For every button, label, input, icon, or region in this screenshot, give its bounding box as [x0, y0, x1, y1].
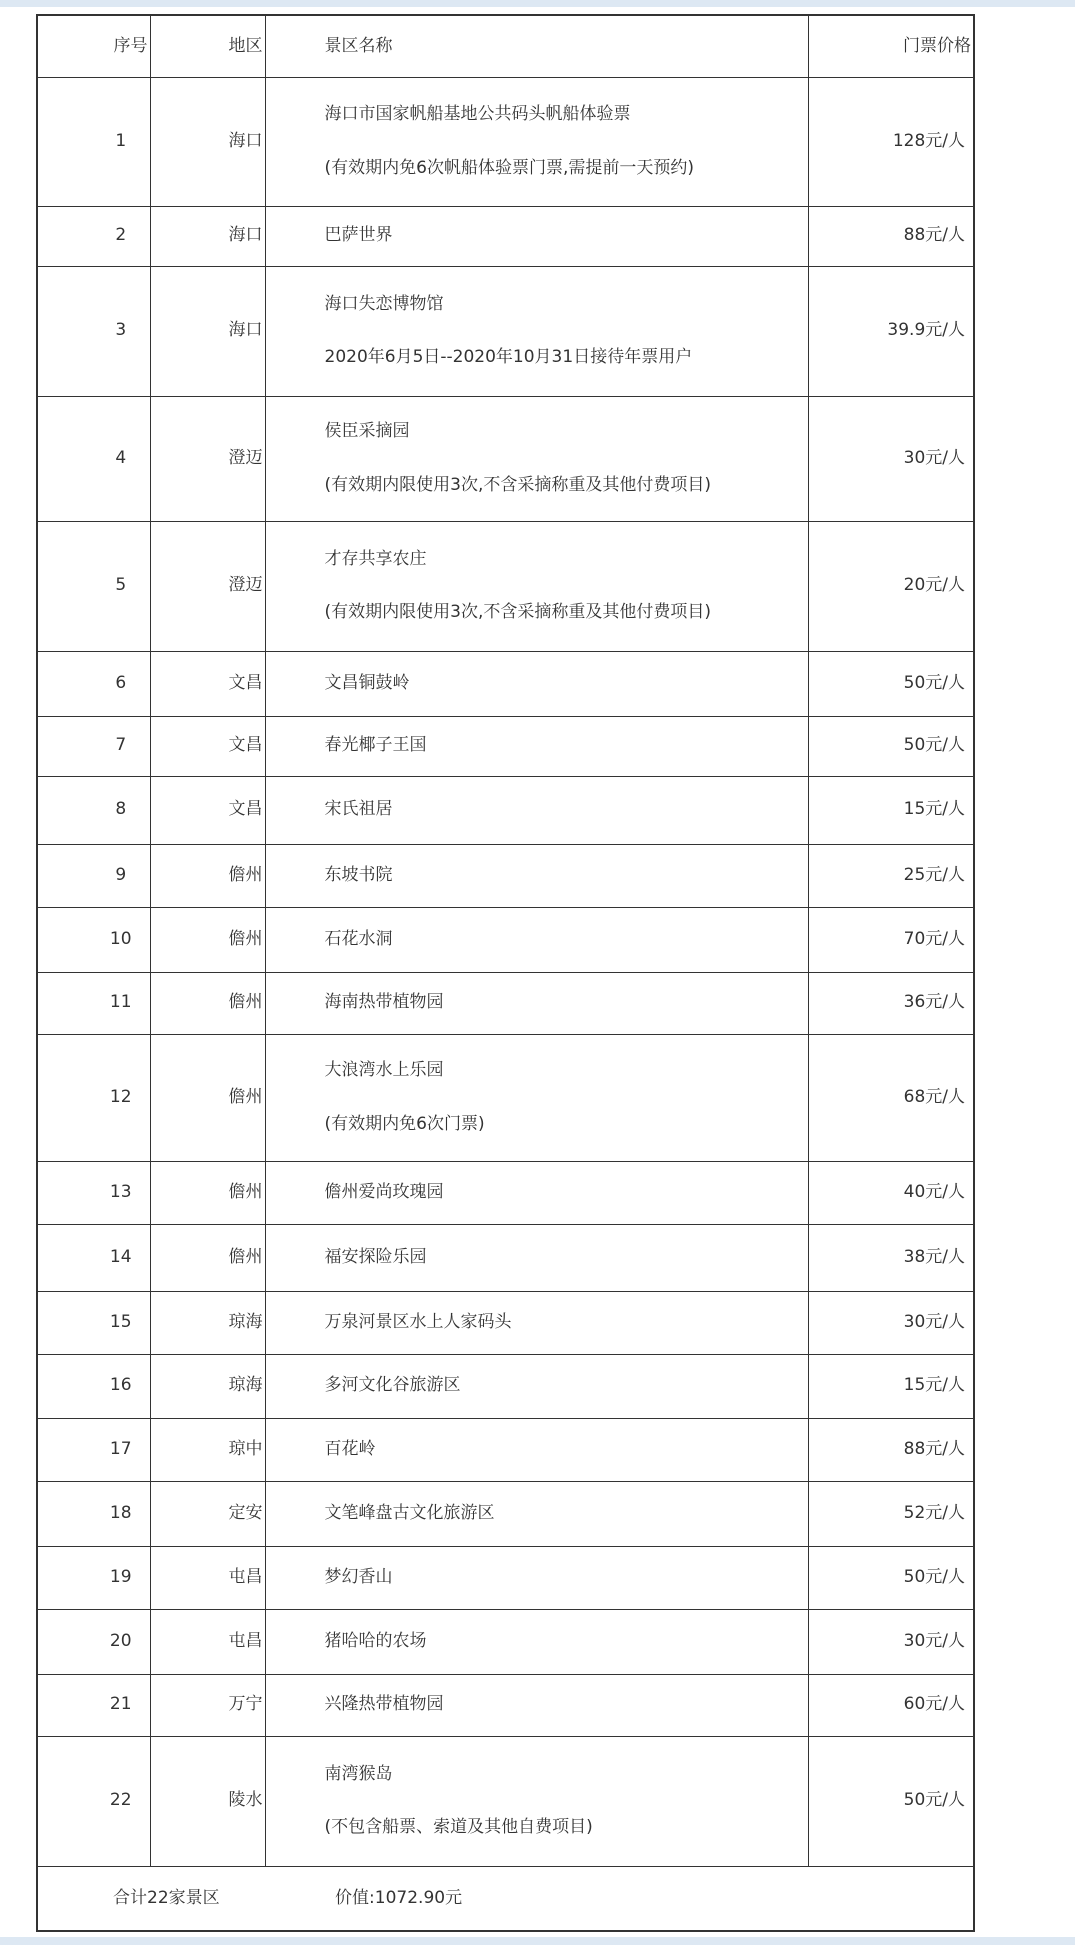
ticket-price-cell: 50元/人	[808, 651, 974, 716]
header-ticket-price: 门票价格	[808, 15, 974, 77]
scenic-name: 文笔峰盘古文化旅游区	[324, 1502, 495, 1523]
ticket-price-cell: 30元/人	[808, 1609, 974, 1674]
header-region: 地区	[150, 15, 265, 77]
region-cell: 文昌	[150, 776, 265, 844]
table-row	[37, 651, 974, 716]
region-cell: 琼中	[150, 1418, 265, 1481]
ticket-price-cell: 50元/人	[808, 1736, 974, 1866]
table-row	[37, 77, 974, 206]
table-row	[37, 521, 974, 651]
scenic-name-cell	[265, 1736, 808, 1866]
header-row	[37, 15, 974, 77]
scenic-name-cell	[265, 1418, 808, 1481]
serial-number-cell: 22	[37, 1736, 150, 1866]
table-row	[37, 1736, 974, 1866]
scenic-note: (有效期内限使用3次,不含采摘称重及其他付费项目)	[324, 474, 711, 495]
region-cell: 儋州	[150, 1034, 265, 1161]
ticket-price-table	[36, 14, 975, 1932]
scenic-name: 石花水洞	[324, 928, 393, 949]
scenic-name: 东坡书院	[324, 864, 393, 885]
serial-number-cell: 17	[37, 1418, 150, 1481]
region-cell: 文昌	[150, 651, 265, 716]
region-cell: 琼海	[150, 1354, 265, 1418]
table-row	[37, 396, 974, 521]
serial-number-cell: 15	[37, 1291, 150, 1354]
serial-number-cell: 5	[37, 521, 150, 651]
region-cell: 海口	[150, 77, 265, 206]
scenic-name-cell	[265, 907, 808, 972]
region-cell: 澄迈	[150, 396, 265, 521]
serial-number-cell: 1	[37, 77, 150, 206]
ticket-price-cell: 15元/人	[808, 776, 974, 844]
scenic-name-cell	[265, 1161, 808, 1224]
ticket-price-cell: 60元/人	[808, 1674, 974, 1736]
table-row	[37, 1481, 974, 1546]
region-cell: 屯昌	[150, 1609, 265, 1674]
table-row	[37, 1161, 974, 1224]
serial-number-cell: 2	[37, 206, 150, 266]
region-cell: 儋州	[150, 907, 265, 972]
table-row	[37, 1354, 974, 1418]
scenic-name-cell	[265, 1291, 808, 1354]
table-row	[37, 206, 974, 266]
serial-number-cell: 9	[37, 844, 150, 907]
table-row	[37, 1674, 974, 1736]
table-row	[37, 1609, 974, 1674]
region-cell: 儋州	[150, 1224, 265, 1291]
scenic-name: 大浪湾水上乐园	[324, 1060, 444, 1081]
ticket-price-cell: 36元/人	[808, 972, 974, 1034]
scenic-name-cell	[265, 1609, 808, 1674]
serial-number-cell: 13	[37, 1161, 150, 1224]
serial-number-cell: 6	[37, 651, 150, 716]
scenic-name: 南湾猴岛	[324, 1763, 393, 1784]
ticket-price-cell: 70元/人	[808, 907, 974, 972]
scenic-name: 梦幻香山	[324, 1566, 393, 1587]
serial-number-cell: 21	[37, 1674, 150, 1736]
serial-number-cell: 4	[37, 396, 150, 521]
ticket-price-cell: 88元/人	[808, 1418, 974, 1481]
scenic-name: 儋州爱尚玫瑰园	[324, 1181, 444, 1202]
region-cell: 琼海	[150, 1291, 265, 1354]
ticket-price-cell: 50元/人	[808, 716, 974, 776]
scenic-name-cell	[265, 1481, 808, 1546]
region-cell: 屯昌	[150, 1546, 265, 1609]
table-row	[37, 1224, 974, 1291]
serial-number-cell: 8	[37, 776, 150, 844]
scenic-note: 2020年6月5日--2020年10月31日接待年票用户	[324, 347, 693, 367]
scenic-name-cell	[265, 77, 808, 206]
footer-total-value: 价值:1072.90元	[335, 1887, 463, 1908]
scenic-name: 巴萨世界	[324, 225, 393, 246]
ticket-price-cell: 52元/人	[808, 1481, 974, 1546]
table-row	[37, 1418, 974, 1481]
scenic-name-cell	[265, 521, 808, 651]
serial-number-cell: 16	[37, 1354, 150, 1418]
region-cell: 儋州	[150, 972, 265, 1034]
ticket-price-cell: 15元/人	[808, 1354, 974, 1418]
serial-number-cell: 3	[37, 266, 150, 396]
scenic-name-cell	[265, 844, 808, 907]
scenic-name: 多河文化谷旅游区	[324, 1375, 461, 1396]
ticket-price-cell: 128元/人	[808, 77, 974, 206]
region-cell: 澄迈	[150, 521, 265, 651]
table-row	[37, 776, 974, 844]
table-row	[37, 1546, 974, 1609]
scenic-name-cell	[265, 1354, 808, 1418]
ticket-price-cell: 20元/人	[808, 521, 974, 651]
ticket-price-cell: 68元/人	[808, 1034, 974, 1161]
scenic-note: (有效期内免6次帆船体验票门票,需提前一天预约)	[324, 157, 694, 178]
region-cell: 万宁	[150, 1674, 265, 1736]
ticket-price-cell: 50元/人	[808, 1546, 974, 1609]
header-serial-number: 序号	[37, 15, 150, 77]
header-scenic-name: 景区名称	[265, 15, 808, 77]
serial-number-cell: 14	[37, 1224, 150, 1291]
scenic-name: 文昌铜鼓岭	[324, 672, 410, 693]
scenic-name: 海南热带植物园	[324, 992, 444, 1013]
scenic-name-cell	[265, 266, 808, 396]
scenic-name-cell	[265, 716, 808, 776]
footer-cell	[37, 1866, 974, 1931]
region-cell: 海口	[150, 206, 265, 266]
region-cell: 文昌	[150, 716, 265, 776]
region-cell: 定安	[150, 1481, 265, 1546]
table-row	[37, 716, 974, 776]
serial-number-cell: 20	[37, 1609, 150, 1674]
table-row	[37, 972, 974, 1034]
serial-number-cell: 7	[37, 716, 150, 776]
table-row	[37, 266, 974, 396]
page-top-band	[0, 0, 1075, 7]
table-row	[37, 844, 974, 907]
serial-number-cell: 18	[37, 1481, 150, 1546]
ticket-price-cell: 25元/人	[808, 844, 974, 907]
serial-number-cell: 10	[37, 907, 150, 972]
scenic-name: 侯臣采摘园	[324, 421, 410, 442]
region-cell: 儋州	[150, 844, 265, 907]
scenic-name: 万泉河景区水上人家码头	[324, 1311, 512, 1332]
table-row	[37, 1034, 974, 1161]
scenic-name: 海口市国家帆船基地公共码头帆船体验票	[324, 104, 631, 125]
scenic-name: 才存共享农庄	[324, 548, 427, 569]
ticket-price-cell: 39.9元/人	[808, 266, 974, 396]
ticket-price-cell: 40元/人	[808, 1161, 974, 1224]
footer-row	[37, 1866, 974, 1931]
serial-number-cell: 19	[37, 1546, 150, 1609]
scenic-note: (不包含船票、索道及其他自费项目)	[324, 1817, 593, 1837]
ticket-price-cell: 38元/人	[808, 1224, 974, 1291]
scenic-name-cell	[265, 972, 808, 1034]
page-bottom-band	[0, 1937, 1075, 1945]
table-row	[37, 907, 974, 972]
scenic-note: (有效期内限使用3次,不含采摘称重及其他付费项目)	[324, 602, 711, 622]
serial-number-cell: 11	[37, 972, 150, 1034]
ticket-price-cell: 88元/人	[808, 206, 974, 266]
region-cell: 儋州	[150, 1161, 265, 1224]
scenic-name-cell	[265, 396, 808, 521]
ticket-price-cell: 30元/人	[808, 1291, 974, 1354]
scenic-name-cell	[265, 1034, 808, 1161]
serial-number-cell: 12	[37, 1034, 150, 1161]
scenic-name-cell	[265, 1546, 808, 1609]
region-cell: 海口	[150, 266, 265, 396]
ticket-price-cell: 30元/人	[808, 396, 974, 521]
scenic-name: 猪哈哈的农场	[324, 1630, 427, 1651]
scenic-name: 宋氏祖居	[324, 799, 393, 820]
scenic-name: 兴隆热带植物园	[324, 1694, 444, 1715]
scenic-name: 福安探险乐园	[324, 1246, 427, 1267]
scenic-note: (有效期内免6次门票)	[324, 1113, 485, 1134]
footer-total-count: 合计22家景区	[113, 1887, 220, 1908]
scenic-name-cell	[265, 1224, 808, 1291]
scenic-name-cell	[265, 206, 808, 266]
scenic-name-cell	[265, 1674, 808, 1736]
scenic-name: 百花岭	[324, 1438, 376, 1459]
region-cell: 陵水	[150, 1736, 265, 1866]
scenic-name-cell	[265, 651, 808, 716]
table-row	[37, 1291, 974, 1354]
scenic-name: 海口失恋博物馆	[324, 293, 444, 314]
scenic-name-cell	[265, 776, 808, 844]
scenic-name: 春光椰子王国	[324, 735, 427, 756]
